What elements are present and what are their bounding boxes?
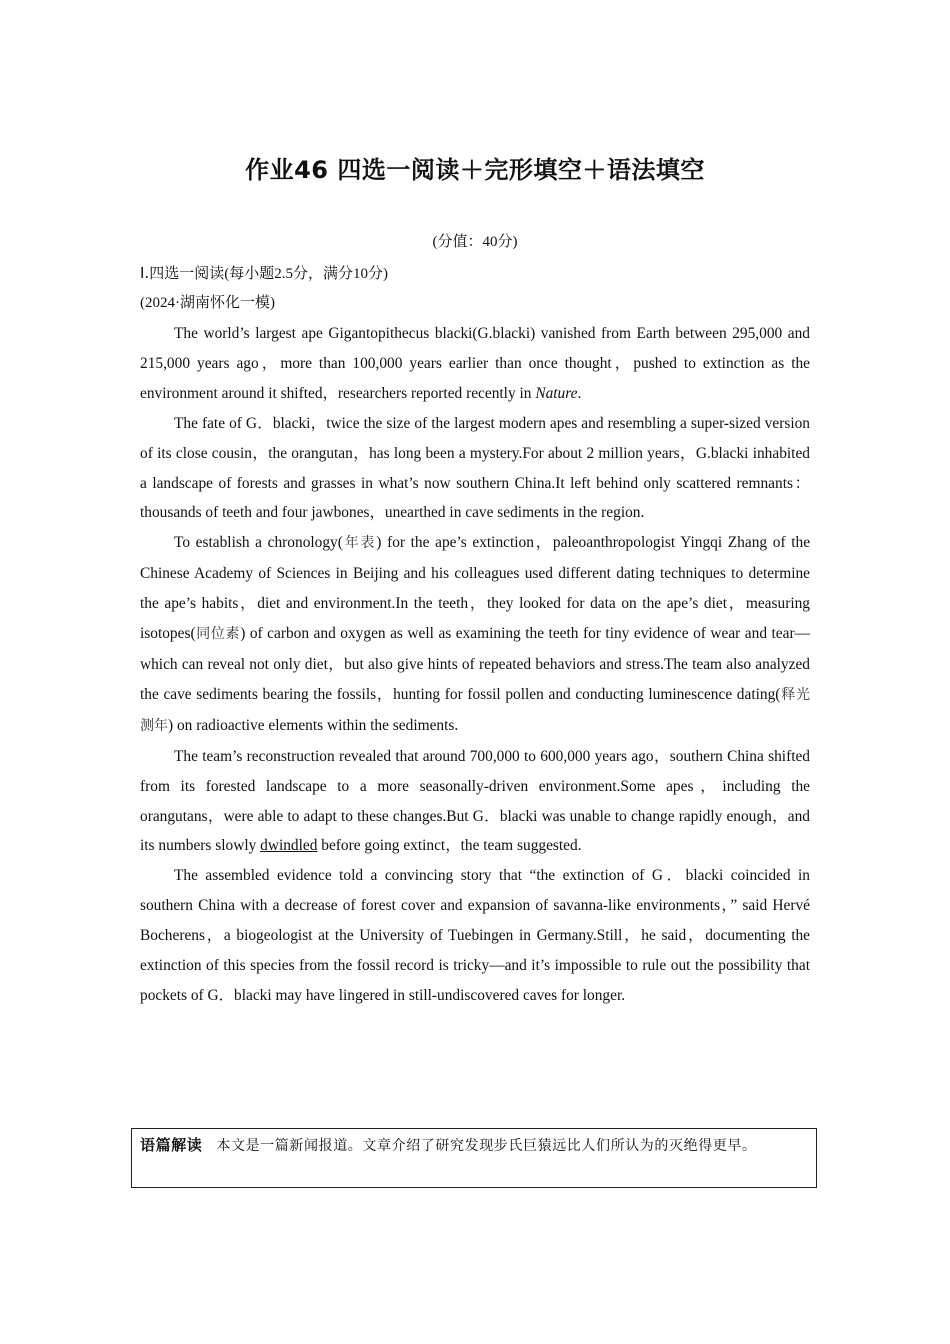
paragraph-4: The team’s reconstruction revealed that around 700,000 to 600,000 years ago，southern China shifted from its forested landscape to a more seasonally-driven environment.Some apes，including the orangutans，were able to adapt to these changes.But G．blacki was unable to change rapidly enough，and its numbers slowly dwindled before going extinct，the team suggested. <box>140 747 810 855</box>
paragraph-1: The world’s largest ape Gigantopithecus blacki(G.blacki) vanished from Earth between 295,000 and 215,000 years ago，more than 100,000 years earlier than once thought，pushed to extinction as the environment around it shifted，researchers reported recently in Nature. <box>140 325 810 402</box>
gloss-isotopes: 同位素 <box>195 626 241 643</box>
gloss-chronology: 年表 <box>342 535 377 552</box>
page-title: 作业46 四选一阅读＋完形填空＋语法填空 <box>245 156 705 184</box>
summary-box <box>131 1128 817 1188</box>
score-note: (分值：40分) <box>432 234 518 250</box>
underlined-word: dwindled <box>260 837 318 855</box>
summary-text: 本文是一篇新闻报道。文章介绍了研究发现步氏巨猿远比人们所认为的灭绝得更早。 <box>216 1138 757 1154</box>
section-score-note: (每小题2.5分，满分10分) <box>224 266 388 282</box>
paragraph-5: The assembled evidence told a convincing story that “the extinction of G．blacki coincided in southern China with a decrease of forest cover and expansion of savanna-like environments，” said Hervé Bocherens，a biogeologist at the University of Tuebingen in Germany.Still，he said，documenting the extinction of this species from the fossil record is tricky—and it’s impossible to rule out the possibility that pockets of G．blacki may have lingered in still-undiscovered caves for longer. <box>140 867 810 1004</box>
reading-passage <box>140 319 810 1011</box>
section-heading <box>140 258 388 289</box>
summary-label: 语篇解读 <box>140 1136 203 1154</box>
paragraph-2: The fate of G．blacki，twice the size of the largest modern apes and resembling a super-sized version of its close cousin，the orangutan，has long been a mystery.For about 2 million years，G.blacki inhabited a landscape of forests and grasses in what’s now southern China.It left behind only scattered remnants：thousands of teeth and four jawbones，unearthed in cave sediments in the region. <box>140 414 810 522</box>
journal-name: Nature <box>535 384 578 402</box>
gloss-luminescence: 释光测年 <box>140 686 810 734</box>
passage-source: (2024·湖南怀化一模) <box>140 295 275 311</box>
paragraph-3: To establish a chronology(年表) for the ape’s extinction，paleoanthropologist Yingqi Zhang of the Chinese Academy of Sciences in Beijing and his colleagues used different dating techniques to determine the ape’s habits，diet and environment.In the teeth，they looked for data on the ape’s diet，measuring isotopes(同位素) of carbon and oxygen as well as examining the teeth for tiny evidence of wear and tear—which can reveal not only diet，but also give hints of repeated behaviors and stress.The team also analyzed the cave sediments bearing the fossils，hunting for fossil pollen and conducting luminescence dating(释光测年) on radioactive elements within the sediments. <box>140 534 811 734</box>
section-title: Ⅰ.四选一阅读 <box>140 264 225 282</box>
